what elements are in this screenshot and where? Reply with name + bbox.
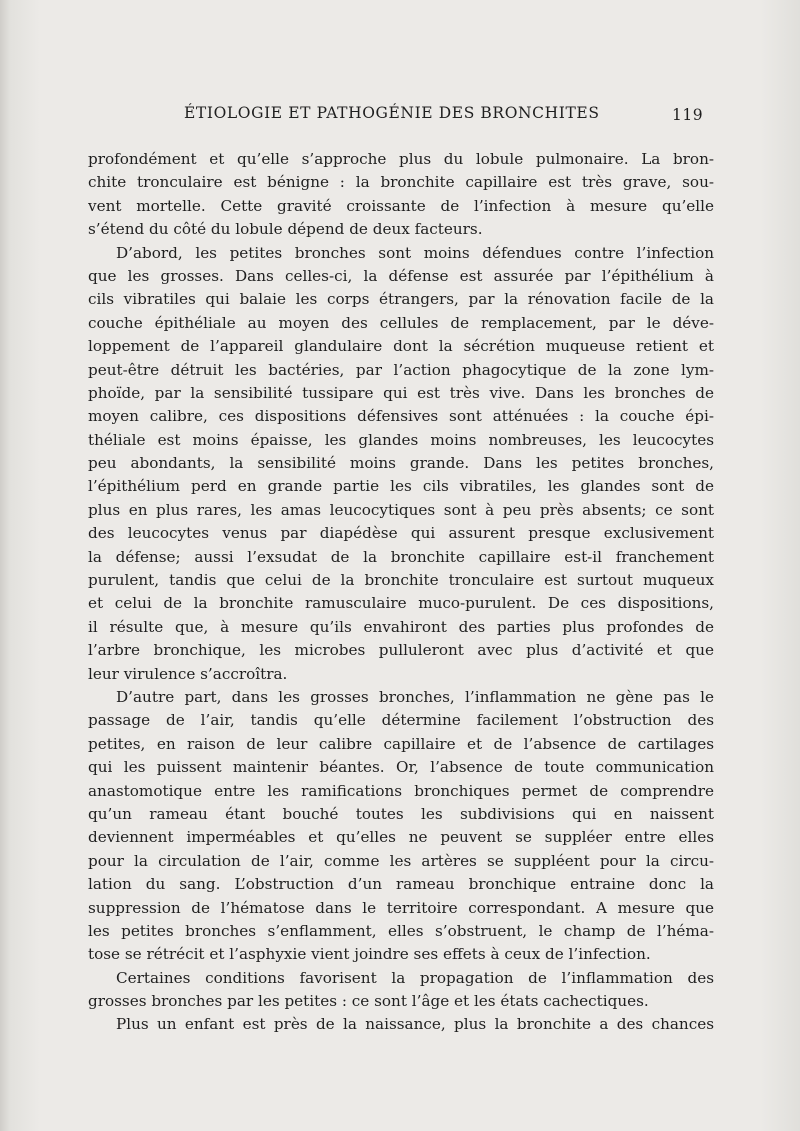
text-line: suppression de l’hématose dans le territoire correspondant. A mesure que [88, 898, 714, 917]
text-line: purulent, tandis que celui de la bronchite tronculaire est surtout muqueux [88, 571, 714, 590]
text-line: deviennent imperméables et qu’elles ne peuvent se suppléer entre elles [88, 828, 714, 847]
text-line: leur virulence s’accroîtra. [88, 664, 288, 683]
text-line: chite tronculaire est bénigne : la bronchite capillaire est très grave, sou- [88, 173, 714, 192]
text-line: phoïde, par la sensibilité tussipare qui est très vive. Dans les bronches de [88, 383, 714, 402]
paragraph-start-line: D’autre part, dans les grosses bronches, l’inflammation ne gène pas le [116, 687, 714, 706]
text-line: peu abondants, la sensibilité moins grande. Dans les petites bronches, [88, 454, 714, 473]
running-title: ÉTIOLOGIE ET PATHOGÉNIE DES BRONCHITES [184, 104, 600, 122]
text-line: qu’un rameau étant bouché toutes les subdivisions qui en naissent [88, 804, 714, 823]
text-line: lation du sang. L’obstruction d’un rameau bronchique entraine donc la [88, 875, 714, 894]
paragraph-start-line: D’abord, les petites bronches sont moins défendues contre l’infection [116, 243, 714, 262]
text-line: et celui de la bronchite ramusculaire muco-purulent. De ces dispositions, [88, 594, 714, 613]
text-line: couche épithéliale au moyen des cellules de remplacement, par le déve- [88, 313, 714, 332]
text-line: petites, en raison de leur calibre capillaire et de l’absence de cartilages [88, 734, 714, 753]
text-line: plus en plus rares, les amas leucocytiques sont à peu près absents; ce sont [88, 500, 714, 519]
text-line: cils vibratiles qui balaie les corps étrangers, par la rénovation facile de la [88, 290, 714, 309]
text-line: pour la circulation de l’air, comme les artères se suppléent pour la circu- [88, 851, 714, 870]
text-line: profondément et qu’elle s’approche plus du lobule pulmonaire. La bron- [88, 150, 714, 168]
text-line: l’arbre bronchique, les microbes pulluleront avec plus d’activité et que [88, 641, 714, 660]
text-line: peut-être détruit les bactéries, par l’action phagocytique de la zone lym- [88, 360, 714, 379]
text-line: que les grosses. Dans celles-ci, la défense est assurée par l’épithélium à [88, 266, 714, 285]
paragraph-start-line: Certaines conditions favorisent la propagation de l’inflammation des [116, 968, 714, 987]
text-line: l’épithélium perd en grande partie les cils vibratiles, les glandes sont de [88, 477, 714, 496]
paragraph-start-line: Plus un enfant est près de la naissance, plus la bronchite a des chances [116, 1015, 714, 1034]
text-line: il résulte que, à mesure qu’ils envahiront des parties plus profondes de [88, 617, 714, 636]
page-number: 119 [672, 106, 704, 124]
text-line: qui les puissent maintenir béantes. Or, l’absence de toute communication [88, 758, 714, 777]
text-line: des leucocytes venus par diapédèse qui assurent presque exclusivement [88, 524, 714, 543]
body-text [88, 148, 714, 1037]
text-line: les petites bronches s’enflamment, elles s’obstruent, le champ de l’héma- [88, 921, 714, 940]
text-line: s’étend du côté du lobule dépend de deux facteurs. [88, 220, 483, 239]
text-line: vent mortelle. Cette gravité croissante de l’infection à mesure qu’elle [88, 196, 714, 215]
text-line: tose se rétrécit et l’asphyxie vient joindre ses effets à ceux de l’infection. [88, 945, 651, 964]
text-line: passage de l’air, tandis qu’elle détermine facilement l’obstruction des [88, 711, 714, 730]
text-line: loppement de l’appareil glandulaire dont la sécrétion muqueuse retient et [88, 337, 714, 356]
text-line: la défense; aussi l’exsudat de la bronchite capillaire est-il franchement [88, 547, 714, 566]
text-line: moyen calibre, ces dispositions défensives sont atténuées : la couche épi- [88, 407, 714, 426]
text-line: grosses bronches par les petites : ce sont l’âge et les états cachectiques. [88, 992, 649, 1011]
text-line: théliale est moins épaisse, les glandes moins nombreuses, les leucocytes [88, 430, 714, 449]
text-line: anastomotique entre les ramifications bronchiques permet de comprendre [88, 781, 714, 800]
